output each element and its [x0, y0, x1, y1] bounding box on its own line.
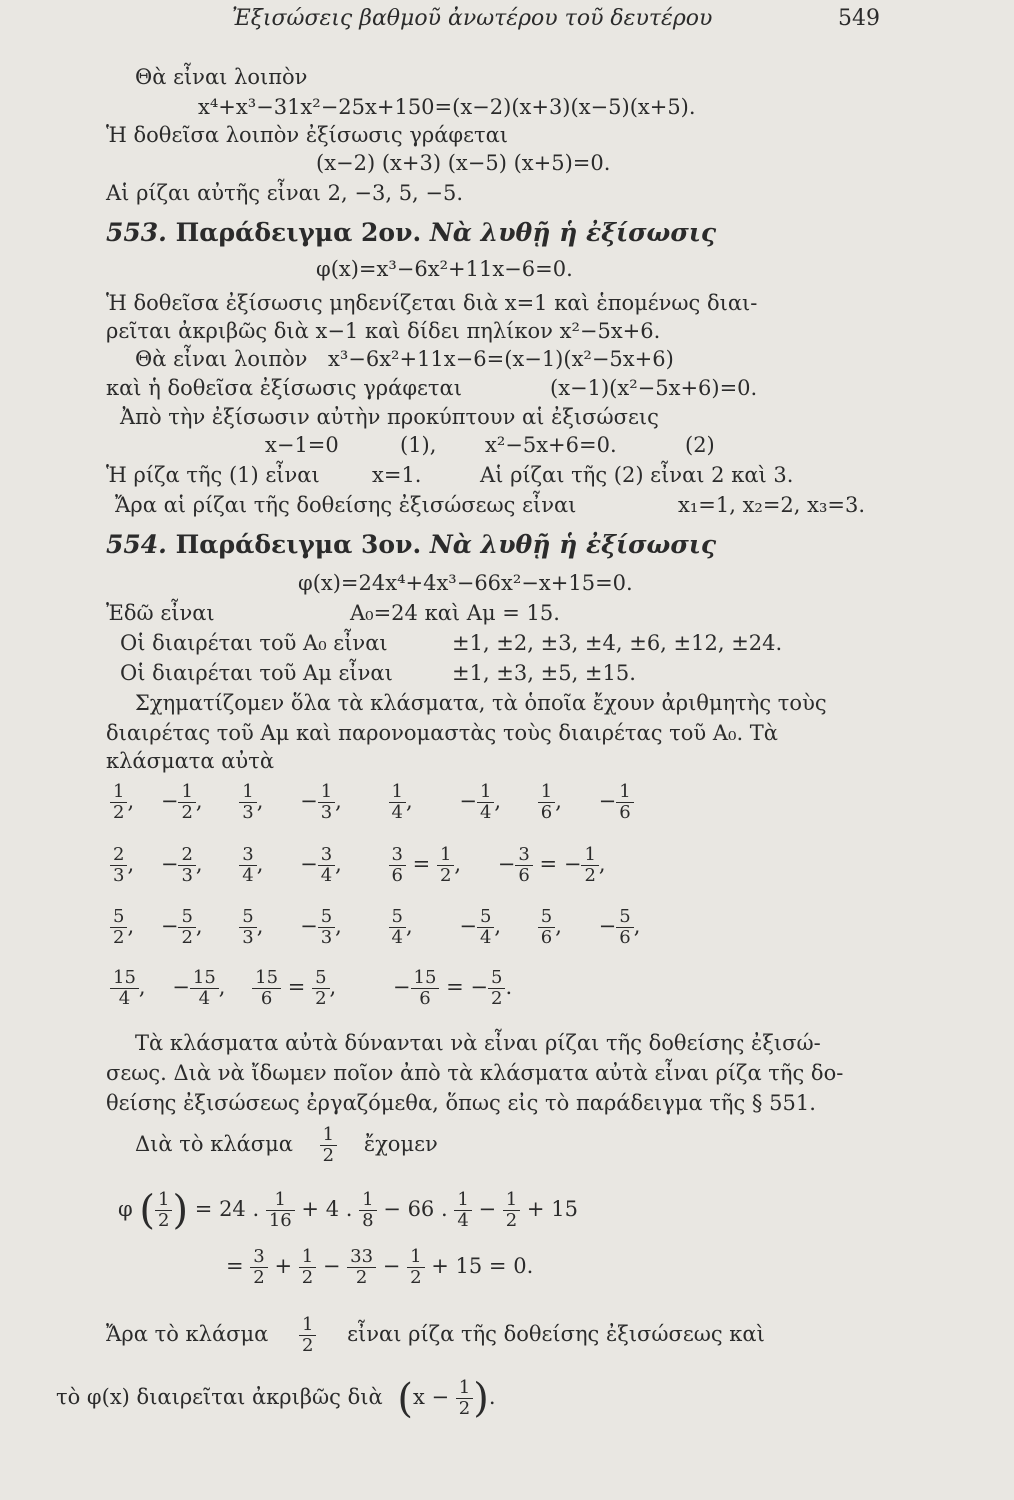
numerator: 2: [110, 845, 127, 866]
equation: (x−1)(x²−5x+6)=0.: [550, 376, 758, 400]
text-line: Θὰ εἶναι λοιπὸν: [135, 347, 308, 371]
plus-sign: +: [274, 1254, 293, 1278]
denominator: 3: [181, 865, 193, 886]
minus-sign: −: [431, 1385, 450, 1409]
comma: ,: [138, 975, 146, 999]
comma: ,: [405, 914, 413, 938]
equals-sign: =: [194, 1197, 213, 1221]
fraction: [538, 782, 555, 823]
equation: ±1, ±2, ±3, ±4, ±6, ±12, ±24.: [452, 631, 783, 655]
equation: (x−2) (x+3) (x−5) (x+5)=0.: [316, 151, 611, 175]
denominator: 3: [242, 802, 254, 823]
comma: ,: [454, 852, 462, 876]
text-line: Σχηματίζομεν ὅλα τὰ κλάσματα, τὰ ὁποῖα ἔχουν ἀριθμητὴς τοὺς: [135, 691, 827, 715]
fraction: [110, 907, 127, 948]
denominator: 2: [410, 1267, 422, 1288]
numerator: 1: [359, 1190, 376, 1211]
minus-sign: −: [459, 789, 477, 813]
minus-sign: −: [300, 789, 318, 813]
fraction-row: [110, 782, 634, 823]
numerator: 1: [477, 782, 494, 803]
equals-sign: =: [488, 1254, 507, 1278]
section-task: Νὰ λυθῇ ἡ ἐξίσωσις: [429, 530, 717, 559]
numerator: 1: [456, 1378, 473, 1399]
running-header: Ἐξισώσεις βαθμοῦ ἀνωτέρου τοῦ δευτέρου: [232, 6, 713, 31]
comma: ,: [335, 914, 342, 938]
comma: ,: [127, 789, 135, 813]
numerator: 33: [347, 1247, 376, 1268]
equals-sign: =: [446, 975, 464, 999]
numerator: 3: [318, 845, 335, 866]
denominator: 6: [518, 865, 530, 886]
numerator: 15: [252, 968, 281, 989]
denominator: 4: [391, 927, 403, 948]
plus-sign: +: [431, 1254, 449, 1278]
minus-sign: −: [598, 914, 617, 938]
denominator: 6: [540, 927, 553, 948]
constant: 15: [455, 1254, 483, 1278]
comma: ,: [335, 852, 342, 876]
fraction: [407, 1247, 424, 1288]
denominator: 2: [315, 988, 327, 1009]
equation: x⁴+x³−31x²−25x+150=(x−2)(x+3)(x−5)(x+5).: [198, 95, 696, 119]
text-segment: εἶναι ρίζα τῆς δοθείσης ἐξισώσεως καὶ: [347, 1322, 765, 1346]
equation: x²−5x+6=0.: [485, 433, 617, 457]
section-title: Παράδειγμα 2ον.: [175, 218, 422, 247]
minus-sign: −: [383, 1197, 401, 1221]
comma: ,: [335, 789, 342, 813]
text-segment: ἔχομεν: [363, 1132, 438, 1156]
fraction: [616, 907, 633, 948]
section-heading-553: [106, 220, 716, 246]
fraction: [318, 782, 335, 823]
minus-sign: −: [160, 789, 179, 813]
fraction: [437, 845, 454, 886]
numerator: 1: [318, 782, 335, 803]
comma: ,: [256, 852, 264, 876]
right-paren: ): [473, 1375, 489, 1422]
fraction: [110, 782, 127, 823]
denominator: 2: [158, 1210, 170, 1231]
denominator: 2: [253, 1267, 265, 1288]
denominator: 3: [113, 865, 125, 886]
denominator: 4: [320, 865, 333, 886]
fraction: [581, 845, 598, 886]
text-line: Ἡ δοθεῖσα ἐξίσωσις μηδενίζεται διὰ x=1 καὶ ἑπομένως διαι-: [106, 291, 758, 315]
denominator: 6: [260, 988, 273, 1009]
computation-line: [118, 1187, 578, 1234]
minus-sign: −: [300, 914, 318, 938]
left-paren: (: [397, 1375, 413, 1422]
text-line: Οἱ διαιρέται τοῦ Aμ εἶναι: [120, 661, 393, 685]
numerator: 1: [155, 1190, 172, 1211]
comma: ,: [195, 789, 203, 813]
numerator: 5: [616, 907, 633, 928]
text-line: ρεῖται ἀκριβῶς διὰ x−1 καὶ δίδει πηλίκον x²−5x+6.: [106, 319, 661, 343]
fraction: [266, 1190, 295, 1231]
numerator: 1: [239, 782, 256, 803]
denominator: 6: [619, 802, 631, 823]
numerator: 3: [389, 845, 406, 866]
fraction: [299, 1315, 316, 1356]
minus-sign: −: [160, 852, 179, 876]
numerator: 1: [454, 1190, 471, 1211]
fraction: [178, 782, 195, 823]
comma: ,: [598, 852, 606, 876]
denominator: 8: [362, 1210, 374, 1231]
denominator: 2: [113, 802, 125, 823]
section-task: Νὰ λυθῇ ἡ ἐξίσωσις: [429, 218, 717, 247]
fraction: [155, 1190, 172, 1231]
numerator: 3: [239, 845, 256, 866]
text-line: σεως. Διὰ νὰ ἴδωμεν ποῖον ἀπὸ τὰ κλάσματα αὐτὰ εἶναι ρίζα τῆς δο-: [106, 1061, 844, 1085]
denominator: 4: [479, 927, 492, 948]
equals-sign: =: [412, 852, 431, 876]
minus-sign: −: [172, 975, 190, 999]
denominator: 4: [198, 988, 211, 1009]
fraction: [239, 845, 256, 886]
section-number: 553.: [106, 218, 167, 247]
fraction: [456, 1378, 473, 1419]
minus-sign: −: [470, 975, 488, 999]
denominator: 4: [118, 988, 131, 1009]
fraction: [503, 1190, 520, 1231]
fraction: [515, 845, 532, 886]
fraction: [110, 845, 127, 886]
text-line: Ἐδῶ εἶναι: [106, 601, 215, 625]
comma: ,: [405, 789, 413, 813]
section-number: 554.: [106, 530, 167, 559]
fraction: [318, 845, 335, 886]
denominator: 6: [419, 988, 431, 1009]
text-line: κλάσματα αὐτὰ: [106, 749, 274, 773]
phi-symbol: φ: [118, 1197, 133, 1221]
denominator: 2: [322, 1145, 335, 1166]
fraction: [411, 968, 440, 1009]
fraction: [477, 907, 494, 948]
text-line: Οἱ διαιρέται τοῦ A₀ εἶναι: [120, 631, 388, 655]
comma: ,: [256, 914, 264, 938]
comma: ,: [494, 789, 502, 813]
text-line: θείσης ἐξισώσεως ἐργαζόμεθα, ὅπως εἰς τὸ παράδειγμα τῆς § 551.: [106, 1091, 816, 1115]
numerator: 15: [110, 968, 139, 989]
coefficient: 66 .: [407, 1197, 448, 1221]
text-line: [56, 1375, 496, 1422]
text-line: Ἄρα αἱ ρίζαι τῆς δοθείσης ἐξισώσεως εἶναι: [115, 493, 577, 517]
denominator: 6: [619, 927, 631, 948]
text-line: [135, 1125, 438, 1166]
numerator: 1: [299, 1315, 316, 1336]
left-paren: (: [139, 1187, 156, 1234]
fraction: [178, 907, 195, 948]
comma: ,: [494, 914, 502, 938]
result: 0.: [513, 1254, 534, 1278]
comma: ,: [329, 975, 337, 999]
equation: x=1.: [372, 463, 422, 487]
minus-sign: −: [322, 1254, 341, 1278]
fraction: [389, 907, 406, 948]
denominator: 6: [540, 802, 553, 823]
section-title: Παράδειγμα 3ον.: [175, 530, 422, 559]
numerator: 5: [538, 907, 555, 928]
fraction: [389, 782, 406, 823]
equation-number: (2): [685, 433, 715, 457]
text-line: Αἱ ρίζαι αὐτῆς εἶναι 2, −3, 5, −5.: [106, 181, 464, 205]
fraction: [477, 782, 494, 823]
numerator: 1: [266, 1190, 295, 1211]
fraction: [320, 1125, 337, 1166]
numerator: 1: [437, 845, 454, 866]
denominator: 2: [181, 927, 193, 948]
page-number: 549: [838, 6, 880, 31]
equals-sign: =: [226, 1254, 244, 1278]
denominator: 4: [242, 865, 254, 886]
denominator: 2: [439, 865, 452, 886]
equals-sign: =: [287, 975, 306, 999]
fraction: [488, 968, 505, 1009]
text-line: [106, 1315, 765, 1356]
numerator: 15: [190, 968, 219, 989]
fraction: [454, 1190, 471, 1231]
period: .: [505, 975, 513, 999]
fraction: [616, 782, 633, 823]
equation: A₀=24 καὶ Aμ = 15.: [350, 601, 560, 625]
fraction: [250, 1247, 267, 1288]
text-line: Θὰ εἶναι λοιπὸν: [135, 65, 308, 89]
comma: ,: [127, 852, 135, 876]
numerator: 1: [110, 782, 127, 803]
fraction: [359, 1190, 376, 1231]
period: .: [488, 1385, 496, 1409]
minus-sign: −: [497, 852, 516, 876]
equation: x³−6x²+11x−6=(x−1)(x²−5x+6): [328, 347, 674, 371]
numerator: 2: [178, 845, 195, 866]
denominator: 3: [320, 927, 333, 948]
denominator: 2: [505, 1210, 518, 1231]
plus-sign: +: [526, 1197, 545, 1221]
minus-sign: −: [598, 789, 617, 813]
numerator: 3: [250, 1247, 267, 1268]
text-line: Ἡ δοθεῖσα λοιπὸν ἐξίσωσις γράφεται: [106, 123, 509, 147]
text-line: διαιρέτας τοῦ Aμ καὶ παρονομαστὰς τοὺς διαιρέτας τοῦ A₀. Τὰ: [106, 721, 778, 745]
text-line: Τὰ κλάσματα αὐτὰ δύνανται νὰ εἶναι ρίζαι τῆς δοθείσης ἐξισώ-: [135, 1031, 821, 1055]
denominator: 2: [491, 988, 503, 1009]
numerator: 15: [411, 968, 440, 989]
minus-sign: −: [300, 852, 318, 876]
numerator: 1: [178, 782, 195, 803]
text-segment: τὸ φ(x) διαιρεῖται ἀκριβῶς διὰ: [56, 1385, 383, 1409]
denominator: 4: [457, 1210, 469, 1231]
numerator: 1: [581, 845, 598, 866]
equation: ±1, ±3, ±5, ±15.: [452, 661, 636, 685]
comma: ,: [256, 789, 264, 813]
fraction: [239, 907, 256, 948]
numerator: 5: [477, 907, 494, 928]
fraction: [538, 907, 555, 948]
denominator: 6: [391, 865, 403, 886]
equation: φ(x)=x³−6x²+11x−6=0.: [316, 257, 573, 281]
numerator: 1: [320, 1125, 337, 1146]
fraction: [312, 968, 329, 1009]
denominator: 3: [320, 802, 333, 823]
denominator: 4: [391, 802, 403, 823]
fraction: [299, 1247, 316, 1288]
text-segment: Διὰ τὸ κλάσμα: [135, 1132, 293, 1156]
numerator: 1: [538, 782, 555, 803]
fraction-row: [110, 845, 606, 886]
comma: ,: [127, 914, 135, 938]
denominator: 2: [302, 1335, 314, 1356]
coefficient: 24 .: [219, 1197, 260, 1221]
fraction: [239, 782, 256, 823]
denominator: 2: [113, 927, 125, 948]
fraction: [110, 968, 139, 1009]
fraction: [318, 907, 335, 948]
minus-sign: −: [382, 1254, 401, 1278]
comma: ,: [555, 914, 562, 938]
denominator: 16: [268, 1210, 292, 1231]
fraction: [178, 845, 195, 886]
numerator: 5: [389, 907, 406, 928]
section-heading-554: [106, 532, 716, 558]
numerator: 5: [318, 907, 335, 928]
coefficient: 4 .: [325, 1197, 353, 1221]
fraction: [190, 968, 219, 1009]
comma: ,: [555, 789, 562, 813]
minus-sign: −: [478, 1197, 497, 1221]
fraction-row: [110, 968, 512, 1009]
denominator: 2: [301, 1267, 314, 1288]
denominator: 2: [584, 865, 596, 886]
minus-sign: −: [459, 914, 477, 938]
numerator: 1: [299, 1247, 316, 1268]
equals-sign: =: [539, 852, 558, 876]
denominator: 2: [355, 1267, 368, 1288]
numerator: 1: [407, 1247, 424, 1268]
numerator: 3: [515, 845, 532, 866]
text-segment: Ἄρα τὸ κλάσμα: [106, 1322, 269, 1346]
variable: x: [412, 1385, 425, 1409]
denominator: 2: [458, 1398, 471, 1419]
text-line: Αἱ ρίζαι τῆς (2) εἶναι 2 καὶ 3.: [480, 463, 794, 487]
comma: ,: [218, 975, 226, 999]
numerator: 1: [389, 782, 406, 803]
fraction: [389, 845, 406, 886]
plus-sign: +: [301, 1197, 320, 1221]
text-line: καὶ ἡ δοθεῖσα ἐξίσωσις γράφεται: [106, 376, 462, 400]
denominator: 3: [242, 927, 254, 948]
fraction: [347, 1247, 376, 1288]
numerator: 5: [488, 968, 505, 989]
equation: x−1=0: [265, 433, 339, 457]
text-line: Ἡ ρίζα τῆς (1) εἶναι: [106, 463, 320, 487]
numerator: 5: [178, 907, 195, 928]
equation: φ(x)=24x⁴+4x³−66x²−x+15=0.: [298, 571, 633, 595]
constant: 15: [551, 1197, 578, 1221]
equation: x₁=1, x₂=2, x₃=3.: [678, 493, 866, 517]
comma: ,: [633, 914, 641, 938]
numerator: 1: [616, 782, 633, 803]
minus-sign: −: [392, 975, 411, 999]
right-paren: ): [172, 1187, 189, 1234]
minus-sign: −: [563, 852, 582, 876]
text-line: Ἀπὸ τὴν ἐξίσωσιν αὐτὴν προκύπτουν αἱ ἐξισώσεις: [120, 405, 659, 429]
minus-sign: −: [160, 914, 179, 938]
denominator: 4: [479, 802, 492, 823]
fraction: [252, 968, 281, 1009]
computation-line: [226, 1247, 533, 1288]
equation-number: (1),: [400, 433, 437, 457]
comma: ,: [195, 852, 203, 876]
fraction-row: [110, 907, 640, 948]
comma: ,: [195, 914, 203, 938]
numerator: 5: [239, 907, 256, 928]
denominator: 2: [181, 802, 193, 823]
numerator: 5: [110, 907, 127, 928]
numerator: 1: [503, 1190, 520, 1211]
numerator: 5: [312, 968, 329, 989]
